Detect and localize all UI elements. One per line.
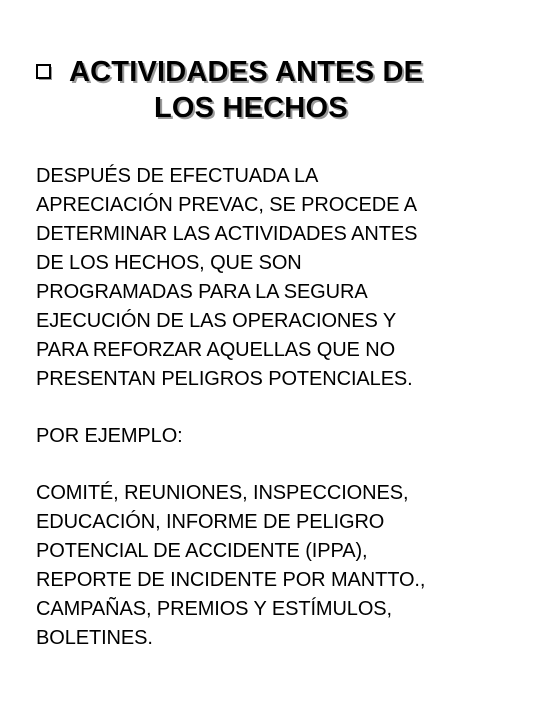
- checkbox-square-bullet-icon: [36, 64, 53, 81]
- text-line: PROGRAMADAS PARA LA SEGURA: [36, 281, 368, 303]
- title-line-2: LOS HECHOS: [154, 92, 348, 124]
- text-line: APRECIACIÓN PREVAC, SE PROCEDE A: [36, 194, 417, 216]
- paragraph-spacer: [36, 394, 526, 422]
- text-line: DESPUÉS DE EFECTUADA LA: [36, 165, 319, 187]
- text-line: EJECUCIÓN DE LAS OPERACIONES Y: [36, 310, 397, 332]
- text-line: POTENCIAL DE ACCIDENTE (IPPA),: [36, 540, 368, 562]
- slide-body: [36, 162, 526, 653]
- title-line-1-row: [36, 54, 516, 90]
- text-line: CAMPAÑAS, PREMIOS Y ESTÍMULOS,: [36, 598, 392, 620]
- text-line: PARA REFORZAR AQUELLAS QUE NO: [36, 339, 396, 361]
- slide-title: [36, 54, 516, 126]
- text-line: BOLETINES.: [36, 627, 153, 649]
- paragraph-intro: [36, 162, 526, 394]
- paragraph-example-heading: [36, 422, 526, 451]
- title-line-1: ACTIVIDADES ANTES DE: [69, 56, 424, 88]
- text-line: PRESENTAN PELIGROS POTENCIALES.: [36, 368, 413, 390]
- text-line: POR EJEMPLO:: [36, 425, 183, 447]
- text-line: DE LOS HECHOS, QUE SON: [36, 252, 302, 274]
- text-line: DETERMINAR LAS ACTIVIDADES ANTES: [36, 223, 418, 245]
- paragraph-spacer: [36, 451, 526, 479]
- text-line: COMITÉ, REUNIONES, INSPECCIONES,: [36, 482, 409, 504]
- text-line: EDUCACIÓN, INFORME DE PELIGRO: [36, 511, 385, 533]
- paragraph-examples: [36, 479, 526, 653]
- text-line: REPORTE DE INCIDENTE POR MANTTO.,: [36, 569, 426, 591]
